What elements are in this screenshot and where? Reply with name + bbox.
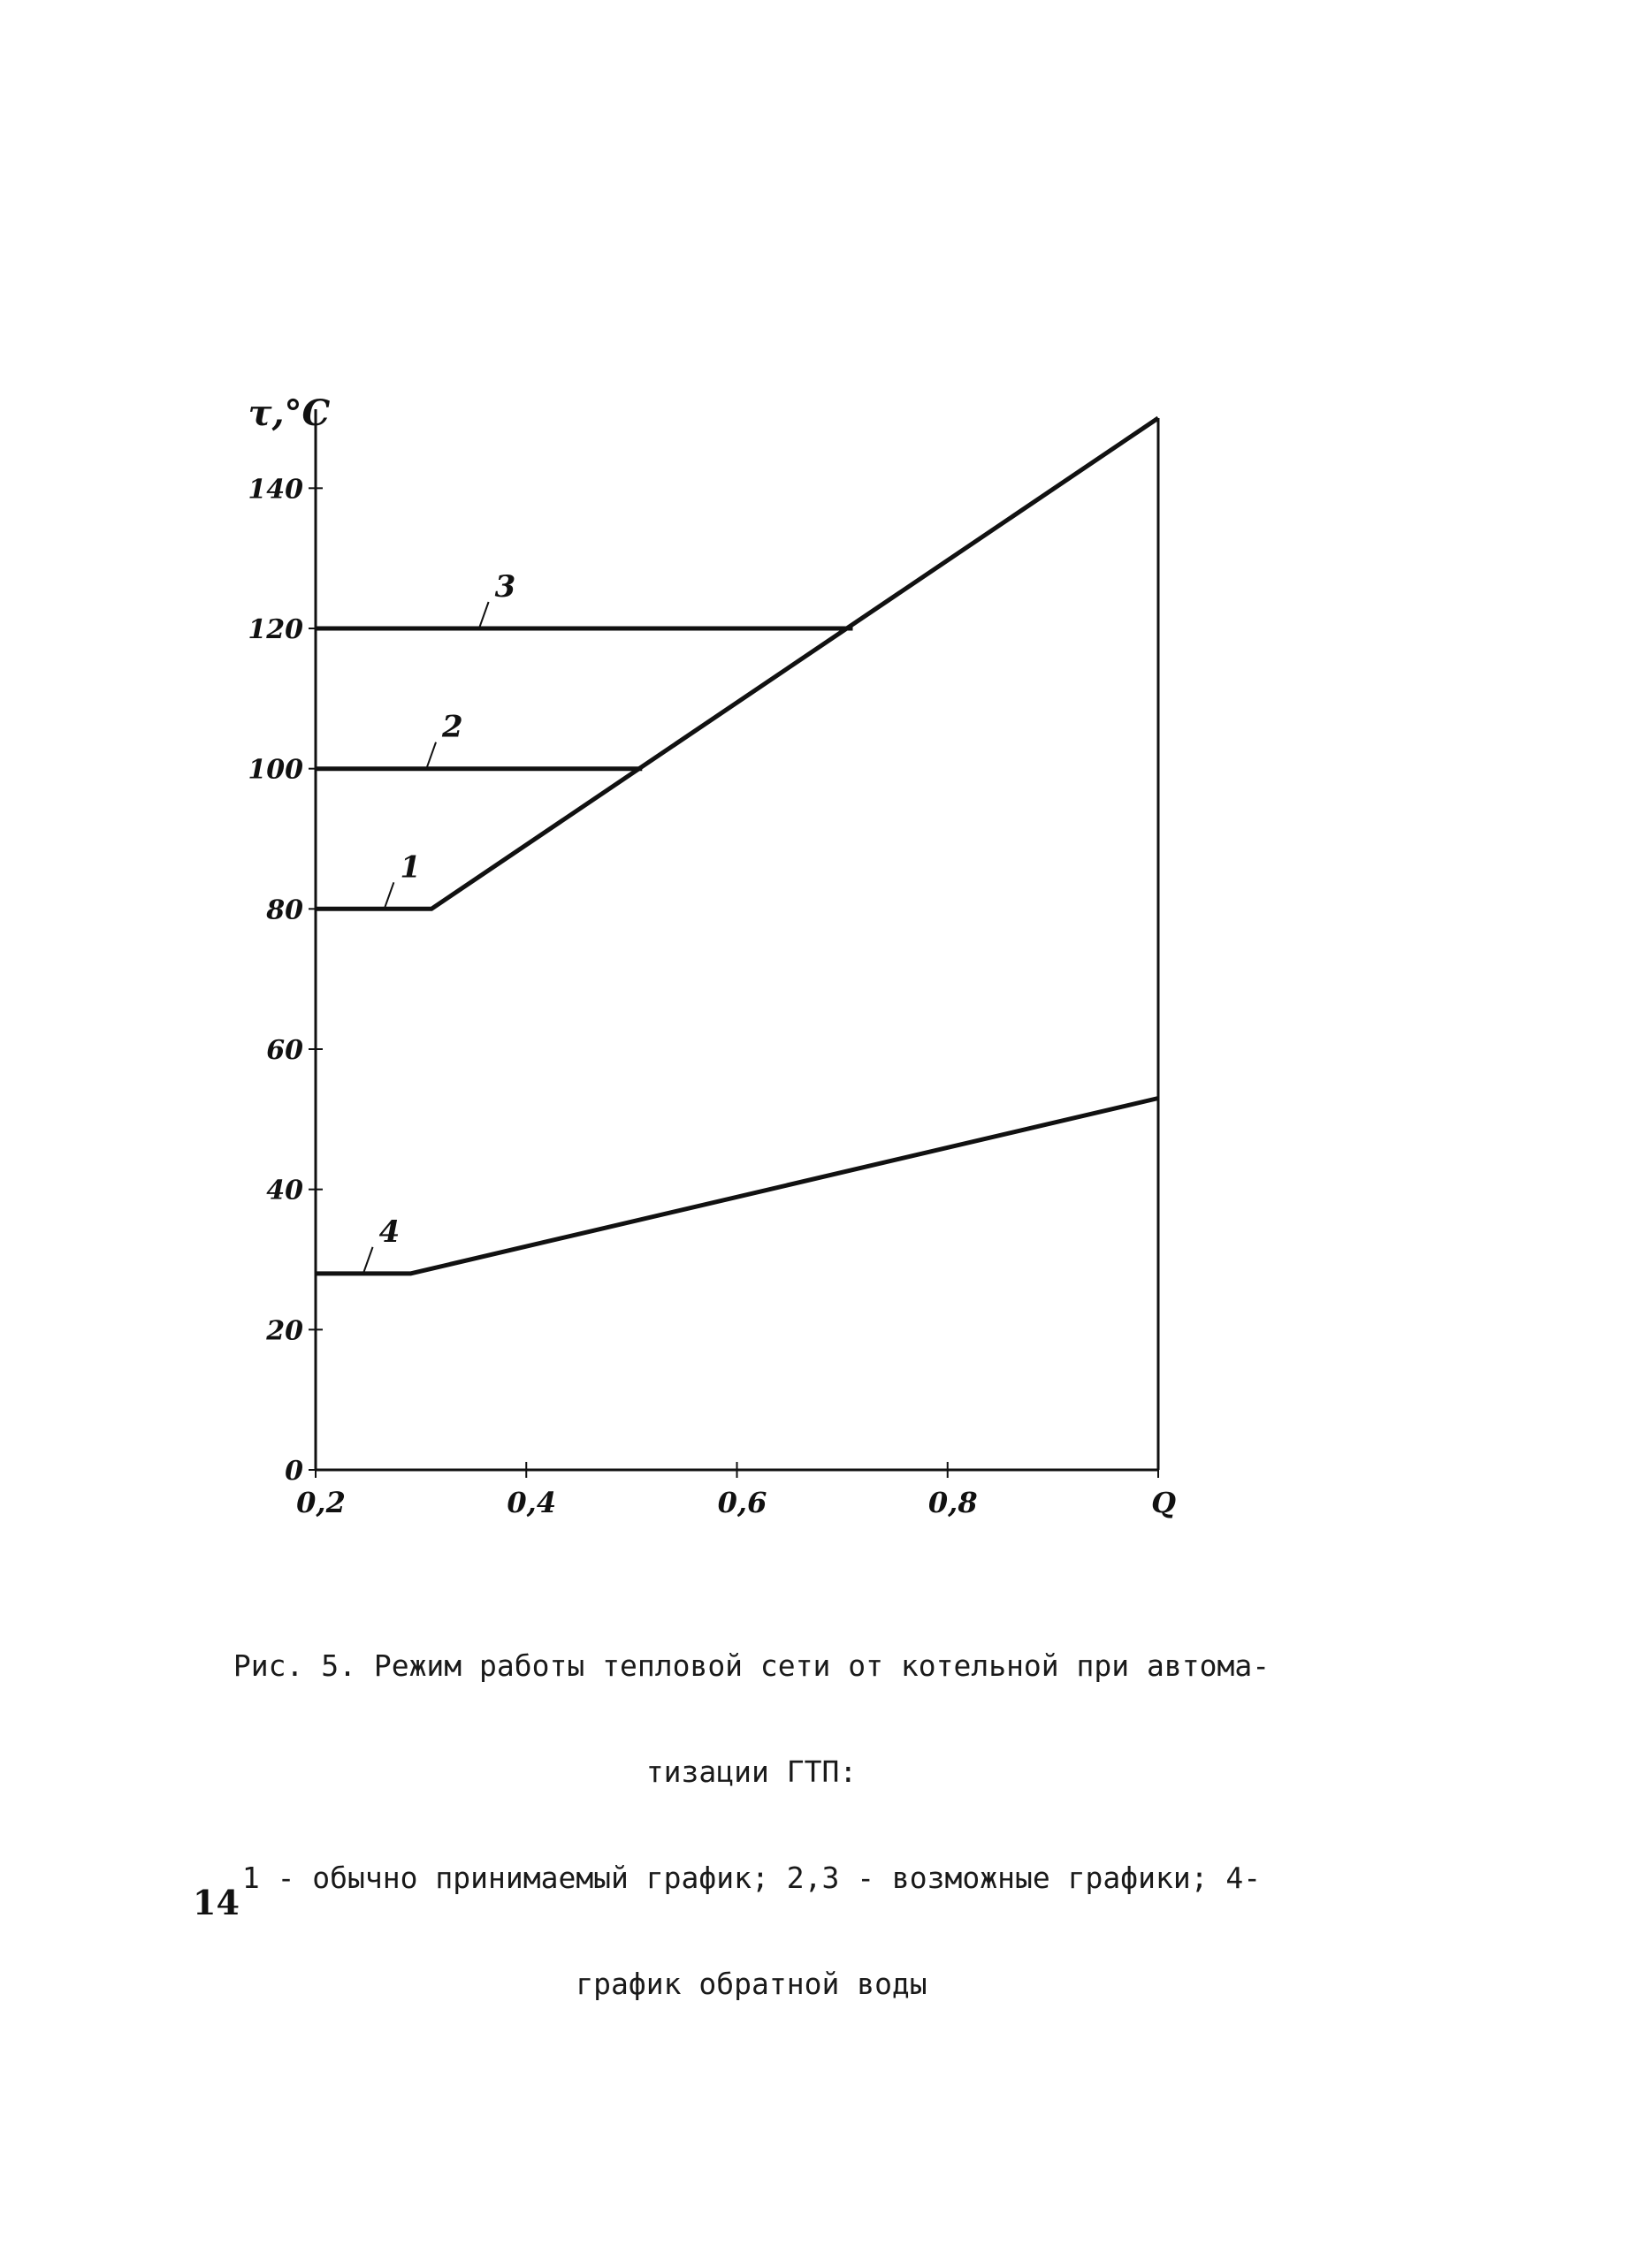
page-number: 14: [193, 1883, 240, 1922]
y-tick-label-120: 120: [248, 614, 303, 645]
y-axis-label: τ,°C: [248, 392, 331, 434]
figure-caption: [208, 1578, 1295, 2037]
chart-labels: [248, 392, 516, 1272]
series-line-4: [316, 1099, 1158, 1274]
x-tick-label-0,8: 0,8: [927, 1486, 978, 1519]
y-tick-label-140: 140: [248, 474, 303, 506]
y-tick-label-0: 0: [285, 1456, 303, 1487]
curve-label-1: 1: [400, 849, 422, 886]
x-tick-label-0,2: 0,2: [296, 1486, 346, 1519]
y-tick-label-80: 80: [266, 894, 303, 926]
series-line-1: [316, 418, 1158, 909]
chart-ticks: [248, 474, 1176, 1519]
y-tick-label-60: 60: [266, 1035, 303, 1066]
x-tick-label-0,6: 0,6: [717, 1486, 767, 1519]
y-tick-label-20: 20: [266, 1315, 303, 1347]
curve-leader-3: [480, 602, 489, 627]
curve-label-3: 3: [494, 569, 516, 605]
y-tick-label-40: 40: [266, 1175, 303, 1206]
curve-leader-4: [364, 1247, 373, 1272]
chart-axes: [316, 409, 1158, 1470]
x-tick-label-0,4: 0,4: [507, 1486, 557, 1519]
curve-leader-2: [427, 742, 436, 767]
curve-leader-1: [385, 882, 393, 907]
curve-label-2: 2: [442, 709, 463, 745]
curve-label-4: 4: [378, 1214, 401, 1250]
x-tick-label-Q: Q: [1151, 1486, 1176, 1519]
caption-line-2: тизации ГТП:: [645, 1754, 858, 1789]
caption-line-4: график обратной воды: [576, 1967, 927, 2001]
caption-line-3: 1 - обычно принимаемый график; 2,3 - возможные графики; 4-: [241, 1861, 1262, 1895]
caption-line-1: Рис. 5. Режим работы тепловой сети от котельной при автома-: [233, 1648, 1271, 1683]
chart-series: [316, 418, 1158, 1274]
y-tick-label-100: 100: [248, 754, 303, 786]
